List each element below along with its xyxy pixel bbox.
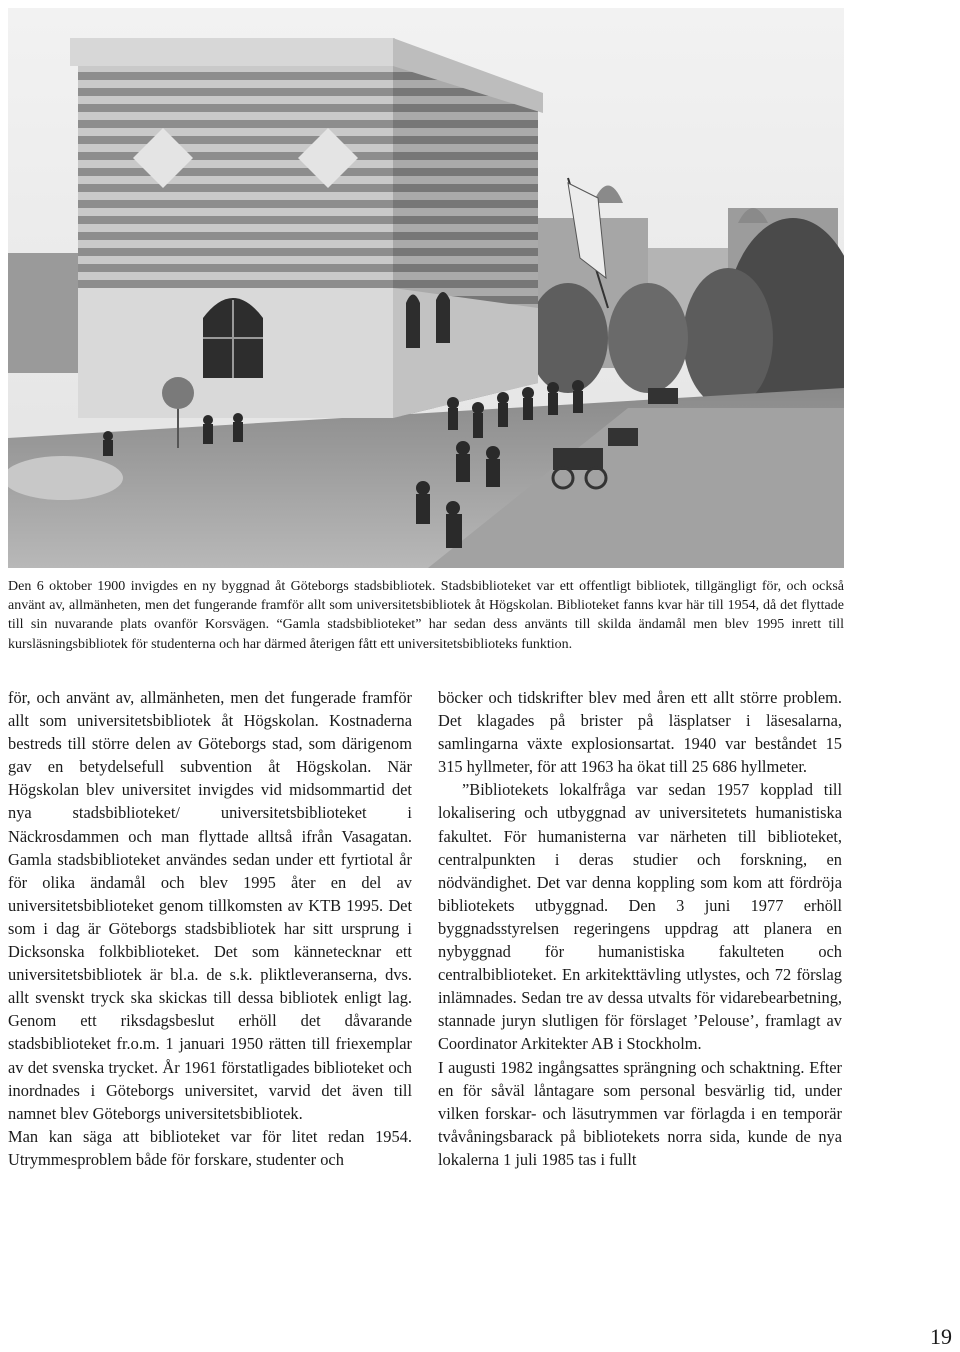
body-paragraph: Man kan säga att biblioteket var för litet redan 1954. Utrymmesproblem både för forskare, studenter och <box>8 1126 412 1169</box>
page-number: 19 <box>930 1324 952 1349</box>
body-paragraph: för, och använt av, allmänheten, men det fungerade framför allt som universitetsbibliotek åt Högskolan. Kostnaderna bestreds till större delen av Göteborgs stad, som därigenom gav en betydelsefull subvention åt Högskolan. När Högskolan blev universitet invigdes vid midsommartid det nya stadsbiblioteket/ universitetsbiblioteket i Näckrosdammen och man flyttade alltså ifrån Vasagatan. Gamla stadsbiblioteket användes sedan under ett fyrtiotal år för olika ändamål och blev 1995 åter en del av universitetsbiblioteket genom tillkomsten av KTB 1995. Det som i dag är Göteborgs stadsbibliotek har sitt ursprung i Dicksonska folkbiblioteket. Det som kännetecknar ett universitetsbibliotek är bl.a. de s.k. pliktleveranserna, dvs. allt svenskt tryck ska skickas till dessa bibliotek enligt lag. Genom ett riksdagsbeslut erhöll det dåvarande stadsbiblioteket fr.o.m. 1 januari 1950 rätten till friexemplar av det svenska trycket. År 1961 förstatligades biblioteket och inordnades i Göteborgs universitet, varvid det även till namnet blev Göteborgs universitetsbibliotek. <box>8 688 412 1123</box>
body-paragraph: ”Bibliotekets lokalfråga var sedan 1957 kopplad till lokalisering och utbyggnad av universitetets humanistiska fakultet. För humanisterna var närheten till biblioteket, centralpunkten i deras studier och forskning, en nödvändighet. Det var denna koppling som kom att fördröja bibliotekets utbyggnad. Den 3 juni 1977 erhöll byggnadsstyrelsen regeringens uppdrag att planera en nybyggnad för humanistiska fakulteten och centralbiblioteket. En arkitekttävling utlystes, och 72 förslag inlämnades. Sedan tre av dessa utvalts för vidarebearbetning, stannade juryn slutligen för förslaget ’Pelouse’, framlagt av Coordinator Arkitekter AB i Stockholm. <box>438 780 842 1054</box>
text-column-left <box>8 686 412 1171</box>
historic-library-photo <box>8 8 844 568</box>
body-paragraph: I augusti 1982 ingångsattes sprängning och schaktning. Efter en för såväl låntagare som personal besvärlig tid, under vilken forskar- och läsutrymmen var förlagda i en temporär tvåvåningsbarack på bibliotekets norra sida, kunde de nya lokalerna 1 juli 1985 tas i fullt <box>438 1057 842 1169</box>
text-column-right <box>438 686 842 1171</box>
photo-caption: Den 6 oktober 1900 invigdes en ny byggnad åt Göteborgs stadsbibliotek. Stadsbiblioteket var ett offentligt bibliotek, tillgängligt för, och också använt av, allmänheten, men det fungerande framför allt som universitetsbibliotek åt Högskolan. Biblioteket fanns kvar här till 1954, då det flyttade till sin nuvarande plats ovanför Korsvägen. “Gamla stadsbiblioteket” har sedan dess använts till skilda ändamål men blev 1995 inrett till kursläsningsbibliotek för studenterna och har därmed återigen fått ett universitetsbiblioteks funktion. <box>8 579 844 652</box>
library-building-illustration <box>8 8 844 568</box>
body-paragraph: böcker och tidskrifter blev med åren ett allt större problem. Det klagades på brister på läsplatser i läsesalarna, samlingarna växte explosionsartat. 1940 var beståndet 15 315 hyllmeter, för att 1963 ha ökat till 25 686 hyllmeter. <box>438 688 842 777</box>
